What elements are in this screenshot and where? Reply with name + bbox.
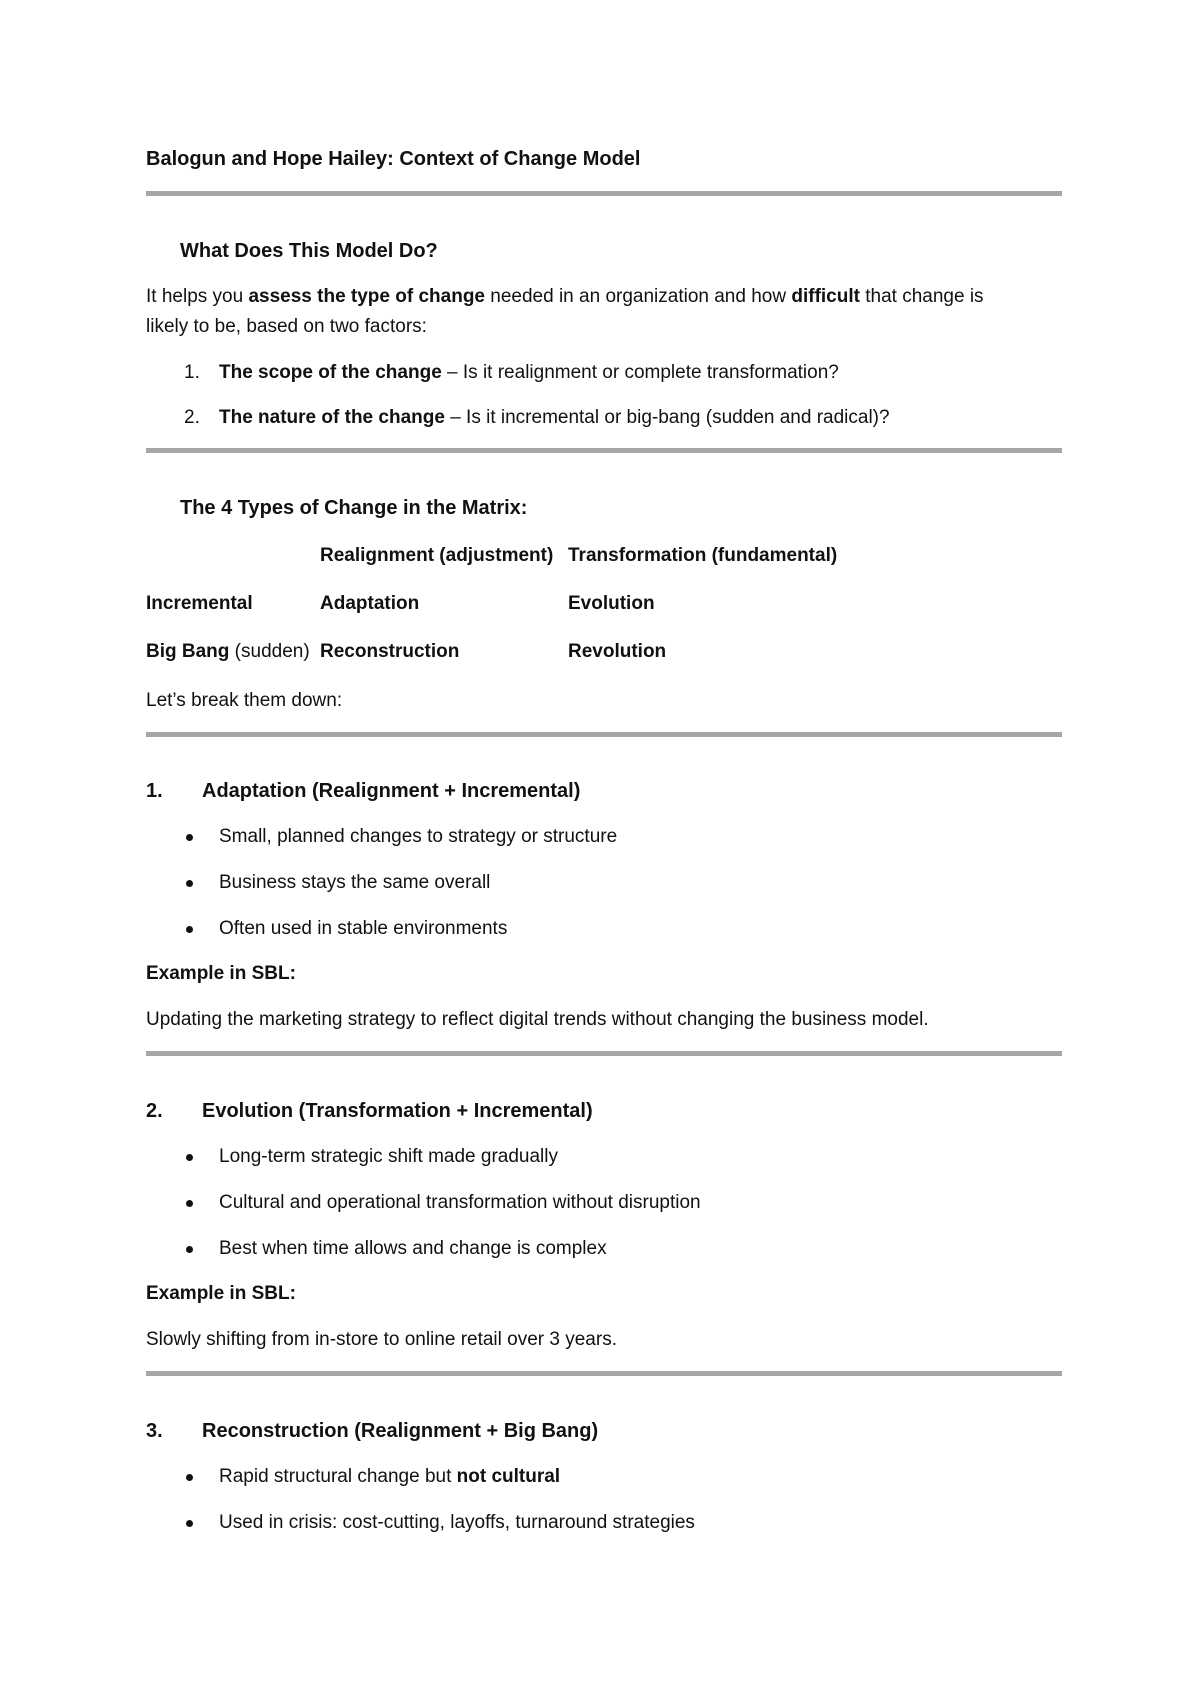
matrix-outro: Let’s break them down: bbox=[146, 690, 343, 711]
list-item: Best when time allows and change is complex bbox=[219, 1238, 607, 1259]
matrix-row-label bbox=[146, 641, 310, 663]
intro-bold-text: assess the type of change bbox=[248, 286, 485, 307]
matrix-cell: Adaptation bbox=[320, 593, 420, 614]
matrix-cell: Revolution bbox=[568, 641, 667, 662]
bullet-icon bbox=[186, 880, 193, 887]
divider bbox=[146, 1051, 1062, 1056]
factor-number: 1. bbox=[184, 362, 200, 383]
list-item bbox=[219, 1466, 560, 1488]
intro-line-1 bbox=[146, 286, 984, 308]
divider bbox=[146, 732, 1062, 737]
matrix-col-header: Realignment (adjustment) bbox=[320, 545, 554, 566]
bullet-icon bbox=[186, 1474, 193, 1481]
matrix-row-label bbox=[146, 593, 253, 615]
intro-text: needed in an organization and how bbox=[485, 286, 792, 307]
factor-text: – Is it incremental or big-bang (sudden and radical)? bbox=[444, 407, 890, 428]
list-item: Used in crisis: cost-cutting, layoffs, turnaround strategies bbox=[219, 1512, 695, 1533]
matrix-col-header: Transformation (fundamental) bbox=[568, 545, 838, 566]
list-item: Small, planned changes to strategy or structure bbox=[219, 826, 618, 847]
intro-line-2: likely to be, based on two factors: bbox=[146, 316, 427, 337]
matrix-row-label-text: Big Bang bbox=[146, 641, 230, 662]
intro-text: It helps you bbox=[146, 286, 249, 307]
example-text: Slowly shifting from in-store to online retail over 3 years. bbox=[146, 1329, 617, 1350]
factor-item bbox=[219, 362, 839, 384]
list-item: Often used in stable environments bbox=[219, 918, 508, 939]
bullet-icon bbox=[186, 1154, 193, 1161]
factor-item bbox=[219, 407, 890, 429]
factor-bold-text: The nature of the change bbox=[219, 407, 445, 428]
example-text: Updating the marketing strategy to reflect digital trends without changing the business model. bbox=[146, 1009, 929, 1030]
bullet-icon bbox=[186, 926, 193, 933]
type-number: 1. bbox=[146, 780, 163, 802]
bullet-icon bbox=[186, 1200, 193, 1207]
list-item-text: Rapid structural change but bbox=[219, 1466, 457, 1487]
list-item-bold-text: not cultural bbox=[456, 1466, 561, 1487]
type-heading-reconstruction: Reconstruction (Realignment + Big Bang) bbox=[202, 1420, 599, 1442]
divider bbox=[146, 191, 1062, 196]
bullet-icon bbox=[186, 834, 193, 841]
document-title: Balogun and Hope Hailey: Context of Change Model bbox=[146, 148, 641, 170]
factor-number: 2. bbox=[184, 407, 200, 428]
matrix-row-label-text: Incremental bbox=[146, 593, 253, 614]
intro-bold-text: difficult bbox=[791, 286, 860, 307]
matrix-row-label-note: (sudden) bbox=[229, 641, 310, 662]
section-heading-model: What Does This Model Do? bbox=[180, 240, 438, 262]
divider bbox=[146, 1371, 1062, 1376]
factor-bold-text: The scope of the change bbox=[219, 362, 442, 383]
type-heading-evolution: Evolution (Transformation + Incremental) bbox=[202, 1100, 593, 1122]
divider bbox=[146, 448, 1062, 453]
factor-text: – Is it realignment or complete transformation? bbox=[441, 362, 839, 383]
type-heading-adaptation: Adaptation (Realignment + Incremental) bbox=[202, 780, 581, 802]
matrix-cell: Reconstruction bbox=[320, 641, 460, 662]
section-heading-matrix: The 4 Types of Change in the Matrix: bbox=[180, 497, 528, 519]
example-label: Example in SBL: bbox=[146, 963, 296, 984]
example-label: Example in SBL: bbox=[146, 1283, 296, 1304]
intro-text: that change is bbox=[859, 286, 984, 307]
type-number: 3. bbox=[146, 1420, 163, 1442]
list-item: Cultural and operational transformation without disruption bbox=[219, 1192, 701, 1213]
list-item: Long-term strategic shift made gradually bbox=[219, 1146, 558, 1167]
matrix-cell: Evolution bbox=[568, 593, 655, 614]
type-number: 2. bbox=[146, 1100, 163, 1122]
bullet-icon bbox=[186, 1246, 193, 1253]
bullet-icon bbox=[186, 1520, 193, 1527]
list-item: Business stays the same overall bbox=[219, 872, 491, 893]
